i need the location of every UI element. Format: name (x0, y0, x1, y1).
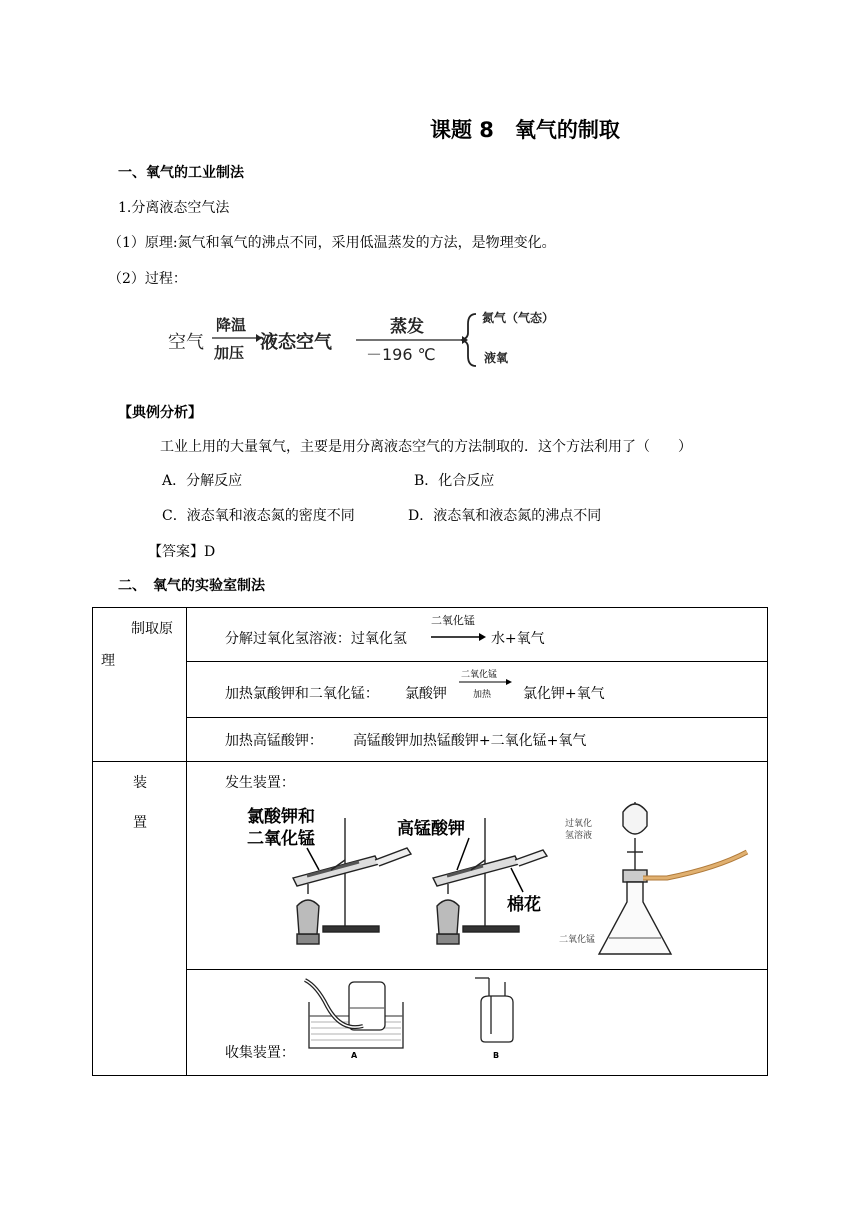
reaction2-product: 氯化钾+氧气 (522, 686, 605, 702)
example-heading: 【典例分析】 (118, 405, 202, 421)
process-diagram (160, 300, 600, 372)
principle-label-line1: 制取原 (131, 621, 173, 637)
fig-kclo3-line1: 氯酸钾和 (246, 807, 315, 827)
diagram-liquid-air: 液态空气 (260, 332, 332, 353)
diagram-air: 空气 (168, 332, 204, 353)
diagram-product-liquid-oxygen: 液氧 (484, 351, 509, 365)
diagram-product-nitrogen: 氮气（气态） (482, 311, 555, 325)
collection-a (305, 980, 403, 1048)
fig-h2o2-line1: 过氧化 (564, 819, 592, 829)
option-b: B．化合反应 (414, 473, 495, 489)
apparatus-label-line1: 装 (133, 775, 147, 791)
diagram-step2-top: 蒸发 (390, 317, 424, 337)
reaction-row-2 (186, 662, 767, 718)
brace (462, 314, 476, 366)
collection-label-b: B (492, 1051, 500, 1060)
collection-b (475, 978, 513, 1042)
fig-mno2-label: 二氧化锰 (558, 935, 595, 945)
reaction-row-3 (186, 718, 767, 762)
reaction1-prefix: 分解过氧化氢溶液：过氧化氢 (224, 631, 407, 647)
answer: 【答案】D (148, 544, 216, 560)
fig-kclo3-line2: 二氧化锰 (246, 829, 315, 849)
diagram-step1-top: 降温 (216, 316, 247, 334)
diagram-step1-bottom: 加压 (214, 344, 245, 362)
reaction1-catalyst: 二氧化锰 (430, 614, 475, 627)
option-d: D．液态氧和液态氮的沸点不同 (408, 508, 602, 524)
option-c: C．液态氧和液态氮的密度不同 (162, 508, 355, 524)
principle-label-cell (93, 608, 187, 762)
section1-sub: 1.分离液态空气法 (118, 200, 230, 216)
section1-heading: 一、氧气的工业制法 (118, 165, 244, 181)
principle-label-line2: 理 (101, 653, 115, 669)
principle-text: （1）原理:氮气和氧气的沸点不同，采用低温蒸发的方法，是物理变化。 (108, 235, 556, 251)
page-title: 课题 8 氧气的制取 (430, 118, 620, 142)
fig-kclo3-pointer (307, 848, 319, 870)
fig-cotton-label: 棉花 (506, 895, 541, 915)
apparatus-label-cell (93, 762, 187, 1076)
reaction3-equation: 高锰酸钾加热锰酸钾+二氧化锰+氧气 (352, 733, 587, 749)
lab-method-table (92, 607, 768, 1076)
reaction2-heat: 加热 (472, 690, 491, 700)
generation-apparatus-cell (186, 762, 767, 970)
reaction1-arrow (431, 632, 487, 642)
reaction2-arrow (459, 678, 513, 686)
reaction-row-1 (186, 608, 767, 662)
reaction2-catalyst: 二氧化锰 (460, 670, 497, 680)
reaction3-prefix: 加热高锰酸钾： (224, 733, 323, 749)
reaction2-reactant: 氯酸钾 (404, 686, 447, 702)
fig-h2o2-line2: 氢溶液 (564, 831, 592, 841)
reaction1-product: 水+氧气 (490, 631, 545, 647)
collection-figure (297, 976, 537, 1060)
apparatus-label-line2: 置 (133, 815, 147, 831)
example-question: 工业上用的大量氧气，主要是用分离液态空气的方法制取的．这个方法利用了（ ） (160, 439, 692, 455)
fig-kmno4-pointer (457, 838, 469, 870)
collection-apparatus-cell (186, 970, 767, 1076)
generation-figure (247, 798, 767, 964)
fig-kmno4-label: 高锰酸钾 (396, 819, 465, 839)
collection-label-a: A (350, 1051, 358, 1060)
process-label: （2）过程： (108, 271, 187, 287)
fig-cotton-pointer (511, 868, 523, 892)
option-a: A．分解反应 (162, 473, 243, 489)
apparatus-h2o2 (599, 802, 747, 954)
section2-heading: 二、 氧气的实验室制法 (118, 578, 265, 594)
generation-label: 发生装置： (224, 775, 295, 791)
diagram-step2-bottom: －196 ℃ (366, 345, 436, 364)
reaction2-prefix: 加热氯酸钾和二氧化锰： (224, 686, 379, 702)
collection-label: 收集装置： (224, 1045, 295, 1061)
